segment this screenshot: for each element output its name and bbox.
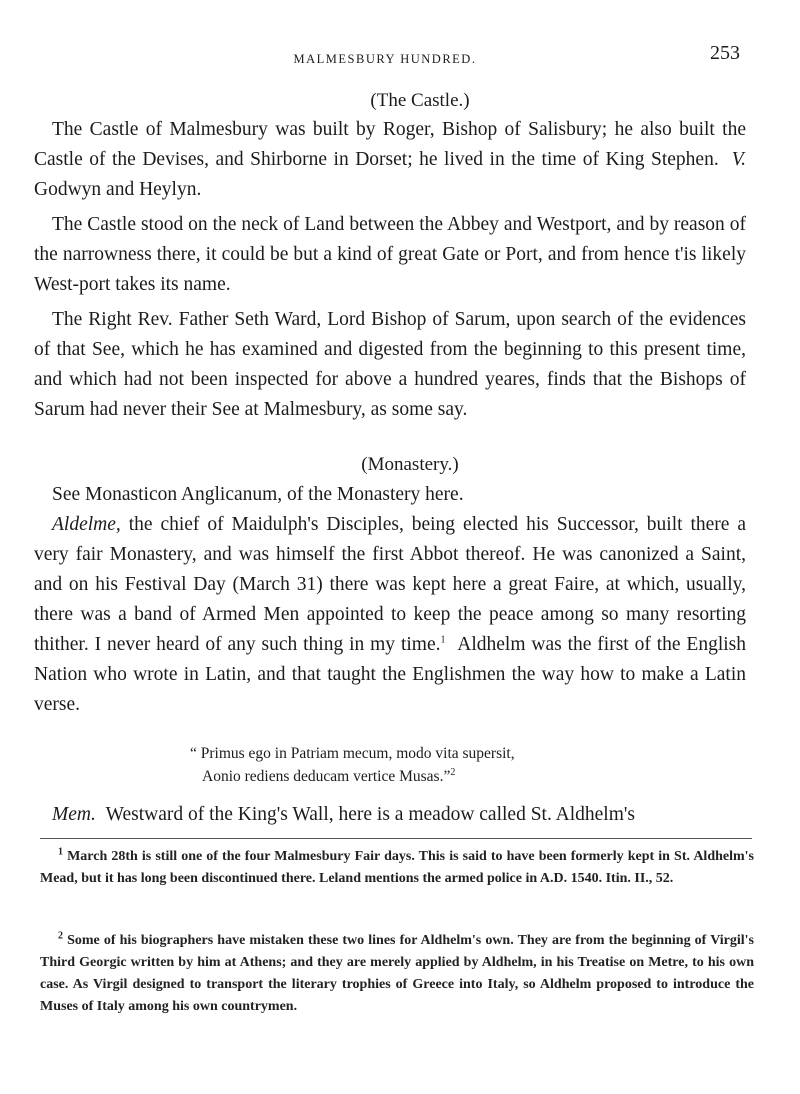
reference-marker: V. — [731, 149, 747, 170]
castle-paragraph-2: The Castle stood on the neck of Land between the Abbey and Westport, and by reason of the narrowness there, it could be but a kind of great Gate or Port, and from hence t'is likely West-port takes its name. — [34, 214, 746, 295]
monastery-paragraph-2 — [34, 510, 746, 720]
footnote-2-text: Some of his biographers have mistaken these two lines for Aldhelm's own. They are from the beginning of Virgil's Third Georgic written by him at Athens; and they are merely applied by Aldhelm, in his Treatise on Metre, to his own case. As Virgil designed to transport the literary trophies of Greece into Italy, so Aldhelm proposed to introduce the Muses of Italy among his own countrymen. — [40, 933, 755, 1014]
quote-line-2-wrap — [190, 765, 610, 788]
memorandum-paragraph — [34, 800, 746, 830]
monastery-paragraph-1: See Monasticon Anglicanum, of the Monastery here. — [52, 484, 464, 505]
page-number: 253 — [710, 42, 740, 64]
footnote-1-mark: 1 — [58, 846, 63, 858]
memorandum-text: Westward of the King's Wall, here is a meadow called St. Aldhelm's — [105, 804, 635, 825]
footnote-ref-2: 2 — [450, 766, 456, 778]
monastery-paragraph-2-text: the chief of Maidulph's Disciples, being elected his Successor, built there a very fair Monastery, and was himself the first Abbot thereof. He was canonized a Saint, and on his Festival Day (March 31) there was kept here a great Faire, at which, usually, there was a band of Armed Men appointed to keep the peace among so many resorting thither. I never heard of any such thing in my time. — [34, 514, 747, 655]
monastery-heading: (Monastery.) — [361, 454, 459, 475]
castle-paragraph-1 — [34, 115, 746, 205]
footnote-divider — [40, 838, 752, 839]
quote-line-2: Aonio rediens deducam vertice Musas.” — [202, 768, 451, 785]
castle-heading: (The Castle.) — [370, 90, 470, 111]
aldelme-name: Aldelme, — [52, 514, 121, 535]
reference-sources: Godwyn and Heylyn. — [34, 179, 202, 200]
footnote-2 — [40, 930, 754, 1018]
footnote-1-text: March 28th is still one of the four Malmesbury Fair days. This is said to have been formerly kept in St. Aldhelm's Mead, but it has long been discontinued there. Leland mentions the armed police in A.D. 1540. Itin. II., 52. — [40, 849, 754, 886]
running-head: MALMESBURY HUNDRED. — [293, 52, 477, 66]
latin-quotation — [190, 742, 610, 788]
mem-label: Mem. — [52, 804, 96, 825]
castle-paragraph-3: The Right Rev. Father Seth Ward, Lord Bishop of Sarum, upon search of the evidences of that See, which he has examined and digested from the beginning to this present time, and which had not been inspected for above a hundred yeares, finds that the Bishops of Sarum had never their See at Malmesbury, as some say. — [34, 309, 746, 420]
footnote-1 — [40, 846, 754, 890]
monastery-paragraph-2-tail: Aldhelm was the first of the English Nation who wrote in Latin, and that taught the Englishmen the way how to make a Latin verse. — [34, 634, 746, 715]
footnote-2-mark: 2 — [58, 930, 63, 942]
footnote-ref-1: 1 — [440, 634, 446, 646]
quote-line-1: “ Primus ego in Patriam mecum, modo vita supersit, — [190, 745, 515, 762]
castle-paragraph-1-text: The Castle of Malmesbury was built by Roger, Bishop of Salisbury; he also built the Castle of the Devises, and Shirborne in Dorset; he lived in the time of King Stephen. — [34, 119, 746, 170]
